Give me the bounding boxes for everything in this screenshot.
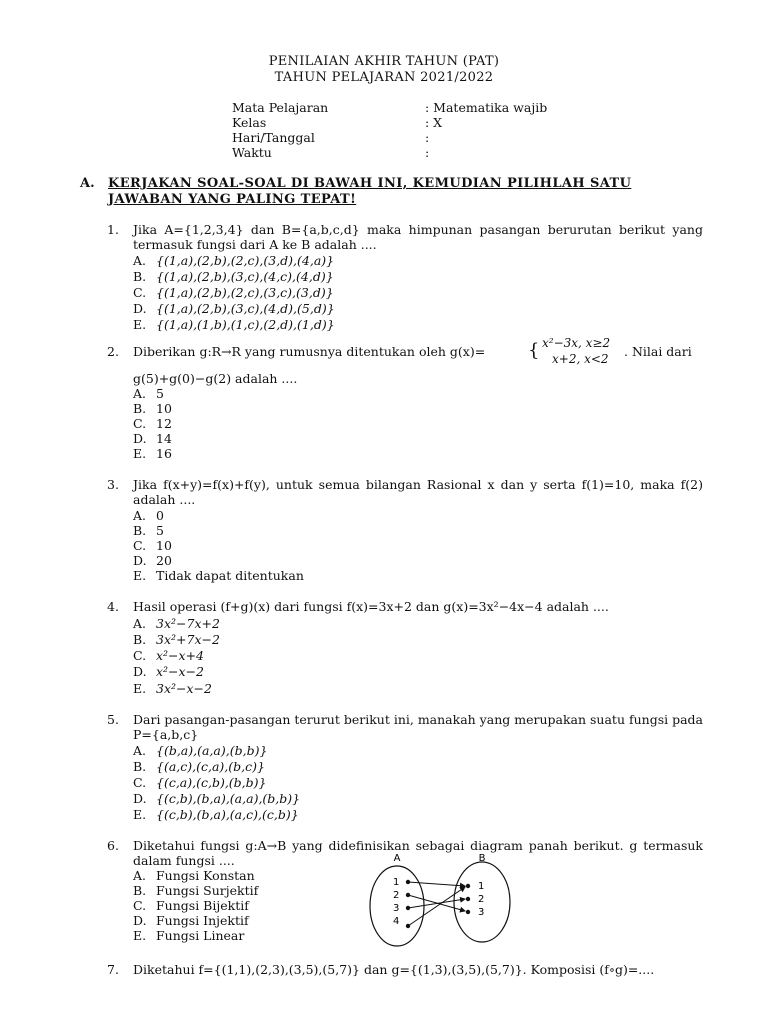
option-text: 0 (156, 508, 164, 523)
question-number: 2. (107, 344, 119, 359)
meta-value-date: : (425, 130, 430, 145)
option-letter: D. (133, 791, 147, 806)
option-letter: E. (133, 446, 147, 461)
option-text: {(1,a),(2,b),(2,c),(3,c),(3,d)} (156, 285, 334, 300)
option-text: 14 (156, 431, 172, 446)
option-text: Fungsi Linear (156, 928, 245, 943)
option-letter: C. (133, 775, 147, 790)
option-letter: E. (133, 681, 147, 696)
question-text: Diketahui f={(1,1),(2,3),(3,5),(5,7)} dan g={(1,3),(3,5),(5,7)}. Komposisi (f∘g)=.... (133, 962, 655, 977)
question-text: Hasil operasi (f+g)(x) dari fungsi f(x)=3x+2 dan g(x)=3x²−4x−4 adalah .... (133, 599, 609, 614)
question-number: 3. (107, 477, 119, 492)
piecewise-case-2: x+2, x<2 (552, 352, 609, 366)
question-text: Diketahui fungsi g:A→B yang didefinisikan sebagai diagram panah berikut. g termasuk dalam fungsi .... (133, 838, 703, 868)
option-letter: B. (133, 401, 147, 416)
option-text: {(b,a),(a,a),(b,b)} (156, 743, 268, 758)
option-letter: B. (133, 269, 147, 284)
option-letter: D. (133, 431, 147, 446)
option-letter: E. (133, 807, 147, 822)
question-number: 1. (107, 222, 119, 237)
option-letter: C. (133, 285, 147, 300)
question-number: 6. (107, 838, 119, 853)
set-b-item: 2 (478, 894, 485, 905)
meta-label-date: Hari/Tanggal (232, 130, 315, 145)
question-text-line2: g(5)+g(0)−g(2) adalah .... (133, 371, 298, 386)
option-text: {(1,a),(2,b),(3,c),(4,d),(5,d)} (156, 301, 335, 316)
option-letter: A. (133, 868, 147, 883)
option-letter: D. (133, 301, 147, 316)
question-text: Dari pasangan-pasangan terurut berikut ini, manakah yang merupakan suatu fungsi pada P={a,b,c} (133, 712, 703, 742)
option-letter: B. (133, 883, 147, 898)
set-a-item: 4 (393, 916, 400, 927)
option-letter: B. (133, 523, 147, 538)
option-letter: C. (133, 898, 147, 913)
option-letter: A. (133, 253, 147, 268)
option-text: 16 (156, 446, 172, 461)
option-letter: E. (133, 928, 147, 943)
question-number: 7. (107, 962, 119, 977)
option-text: Fungsi Bijektif (156, 898, 249, 913)
exam-title: PENILAIAN AKHIR TAHUN (PAT) (268, 54, 500, 69)
question-text-cont: . Nilai dari (624, 344, 692, 359)
option-letter: A. (133, 508, 147, 523)
question-number: 4. (107, 599, 119, 614)
option-letter: D. (133, 913, 147, 928)
option-text: 3x²−x−2 (156, 681, 212, 696)
option-text: {(1,a),(2,b),(3,c),(4,c),(4,d)} (156, 269, 334, 284)
set-a-label: A (393, 853, 401, 864)
option-text: {(a,c),(c,a),(b,c)} (156, 759, 265, 774)
option-text: {(c,b),(b,a),(a,a),(b,b)} (156, 791, 301, 806)
meta-label-class: Kelas (232, 115, 267, 130)
option-letter: C. (133, 538, 147, 553)
set-b-item: 3 (478, 907, 485, 918)
meta-value-time: : (425, 145, 430, 160)
option-letter: E. (133, 568, 147, 583)
option-letter: D. (133, 553, 147, 568)
meta-value-subject: : Matematika wajib (425, 100, 548, 115)
option-text: {(1,a),(2,b),(2,c),(3,d),(4,a)} (156, 253, 335, 268)
set-a-item: 1 (393, 877, 400, 888)
option-text: 3x²+7x−2 (156, 632, 220, 647)
option-text: 12 (156, 416, 172, 431)
option-text: Tidak dapat ditentukan (156, 568, 304, 583)
option-text: 5 (156, 523, 164, 538)
set-b-item: 1 (478, 881, 485, 892)
section-instruction: KERJAKAN SOAL-SOAL DI BAWAH INI, KEMUDIAN PILIHLAH SATU JAWABAN YANG PALING TEPAT! (108, 176, 632, 207)
piecewise-case-1: x²−3x, x≥2 (542, 336, 611, 350)
set-a-item: 3 (393, 903, 400, 914)
option-text: Fungsi Konstan (156, 868, 255, 883)
academic-year: TAHUN PELAJARAN 2021/2022 (274, 70, 494, 85)
set-a-item: 2 (393, 890, 400, 901)
option-letter: A. (133, 616, 147, 631)
option-letter: B. (133, 632, 147, 647)
option-text: {(c,a),(c,b),(b,b)} (156, 775, 267, 790)
meta-label-time: Waktu (232, 145, 272, 160)
set-b-label: B (478, 853, 486, 864)
option-letter: E. (133, 317, 147, 332)
meta-label-subject: Mata Pelajaran (232, 100, 329, 115)
option-text: Fungsi Surjektif (156, 883, 259, 898)
question-text: Diberikan g:R→R yang rumusnya ditentukan oleh g(x)= (133, 344, 486, 359)
option-text: x²−x−2 (156, 664, 205, 679)
option-text: {(c,b),(b,a),(a,c),(c,b)} (156, 807, 299, 822)
option-letter: C. (133, 416, 147, 431)
brace-symbol: { (528, 340, 540, 361)
option-letter: D. (133, 664, 147, 679)
arrow-diagram (360, 852, 520, 952)
option-text: 10 (156, 401, 172, 416)
option-text: 10 (156, 538, 172, 553)
option-text: 5 (156, 386, 164, 401)
option-text: x²−x+4 (156, 648, 205, 663)
meta-value-class: : X (425, 115, 443, 130)
option-text: {(1,a),(1,b),(1,c),(2,d),(1,d)} (156, 317, 335, 332)
question-text: Jika f(x+y)=f(x)+f(y), untuk semua bilangan Rasional x dan y serta f(1)=10, maka f(2) adalah .... (133, 477, 703, 507)
section-letter: A. (80, 176, 95, 191)
option-text: 20 (156, 553, 172, 568)
option-text: Fungsi Injektif (156, 913, 249, 928)
option-letter: A. (133, 386, 147, 401)
option-letter: B. (133, 759, 147, 774)
option-letter: A. (133, 743, 147, 758)
question-number: 5. (107, 712, 119, 727)
question-text: Jika A={1,2,3,4} dan B={a,b,c,d} maka himpunan pasangan berurutan berikut yang termasuk fungsi dari A ke B adalah .... (133, 222, 703, 252)
option-letter: C. (133, 648, 147, 663)
option-text: 3x²−7x+2 (156, 616, 220, 631)
